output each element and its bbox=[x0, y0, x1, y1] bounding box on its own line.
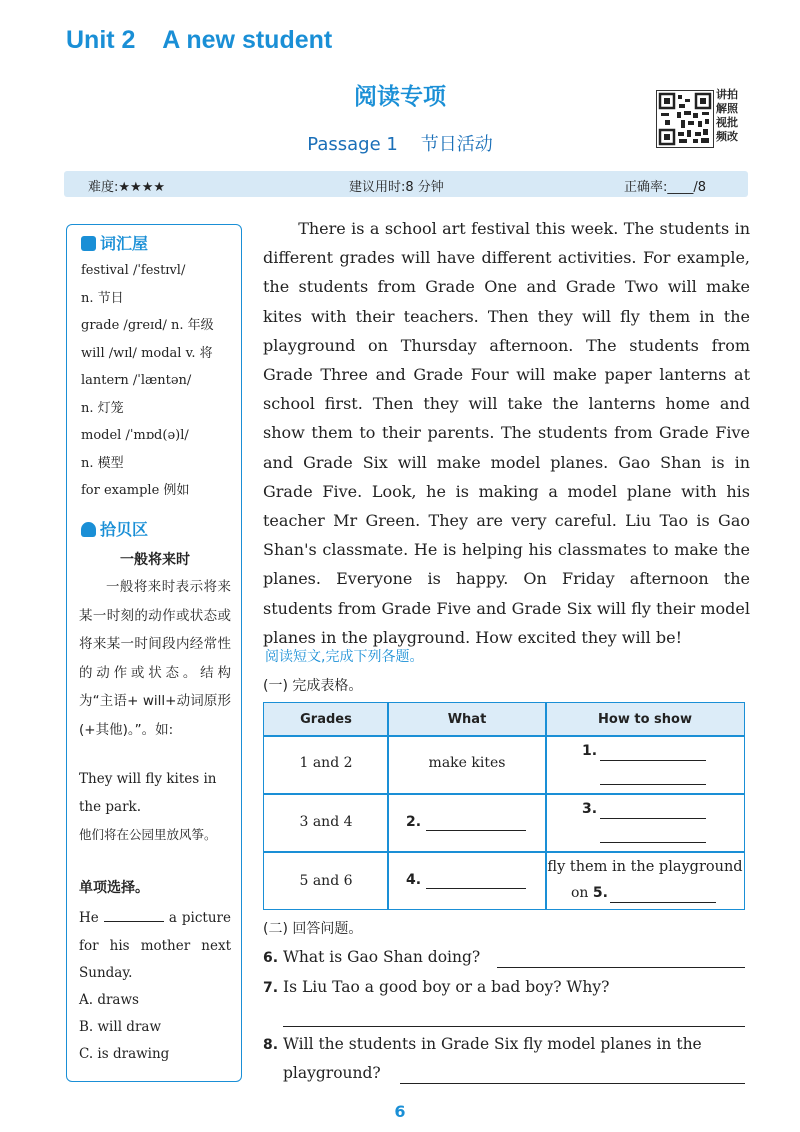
table-cell: on 5. bbox=[571, 885, 608, 901]
page-number: 6 bbox=[394, 1102, 406, 1121]
info-bar bbox=[64, 171, 748, 197]
answer-blank[interactable] bbox=[426, 887, 526, 889]
blank-number: 2. bbox=[406, 814, 422, 830]
passage bbox=[263, 214, 750, 652]
part2-instruction: (二) 回答问题。 bbox=[263, 921, 363, 937]
reading-instruction: 阅读短文,完成下列各题。 bbox=[265, 649, 424, 665]
answer-blank[interactable] bbox=[600, 783, 706, 785]
grammar-title: 一般将来时 bbox=[120, 552, 190, 568]
table-cell: fly them in the playground bbox=[547, 859, 743, 875]
vocab-line: lantern /ˈlæntən/ bbox=[81, 373, 192, 388]
shell-icon bbox=[81, 522, 96, 537]
answer-blank[interactable] bbox=[426, 829, 526, 831]
table-cell: 5 and 6 bbox=[299, 873, 353, 889]
vocab-line: festival /ˈfestɪvl/ bbox=[81, 263, 186, 278]
table-cell: 3 and 4 bbox=[299, 814, 353, 830]
accuracy-field: 正确率:____/8 bbox=[624, 180, 707, 195]
question-8-cont: playground? bbox=[283, 1064, 381, 1082]
answer-table bbox=[263, 702, 745, 910]
table-header: What bbox=[388, 703, 546, 736]
table-header: How to show bbox=[546, 703, 744, 736]
vocab-line: grade /greɪd/ n. 年级 bbox=[81, 318, 214, 333]
answer-line[interactable] bbox=[400, 1082, 745, 1084]
answer-line[interactable] bbox=[497, 966, 745, 968]
book-icon bbox=[81, 236, 96, 251]
question-8: 8. Will the students in Grade Six fly model planes in the bbox=[263, 1035, 702, 1053]
table-header: Grades bbox=[264, 703, 388, 736]
difficulty-rating: 难度:★★★★ bbox=[88, 180, 165, 195]
unit-title: Unit 2 A new student bbox=[66, 26, 333, 54]
quiz-option[interactable]: A. draws bbox=[79, 992, 139, 1008]
blank-number: 4. bbox=[406, 872, 422, 888]
answer-blank[interactable] bbox=[600, 759, 706, 761]
blank-number: 3. bbox=[582, 801, 598, 817]
vocab-line: will /wɪl/ modal v. 将 bbox=[81, 345, 213, 361]
table-cell: make kites bbox=[428, 755, 506, 771]
vocab-line: n. 灯笼 bbox=[81, 400, 124, 416]
example-translation: 他们将在公园里放风筝。 bbox=[79, 827, 217, 842]
answer-blank[interactable] bbox=[600, 817, 706, 819]
passage-title: Passage 1 节日活动 bbox=[307, 134, 493, 155]
blank-number: 1. bbox=[582, 743, 598, 759]
question-6: 6. What is Gao Shan doing? bbox=[263, 948, 481, 966]
quiz-option[interactable]: B. will draw bbox=[79, 1019, 162, 1035]
quiz-question: He a picture for his mother next Sunday. bbox=[79, 910, 231, 981]
question-7: 7. Is Liu Tao a good boy or a bad boy? Why? bbox=[263, 978, 610, 996]
answer-blank[interactable] bbox=[600, 841, 706, 843]
example-sentence: They will fly kites in the park. bbox=[79, 771, 217, 815]
passage-text: There is a school art festival this week. The students in different grades will have different activities. For example, the students from Grade One and Grade Two will make kites with their teachers. Then they will fly them in the playground on Thursday afternoon. The students from Grade Three and Grade Four will make paper lanterns at school first. Then they will take the lanterns home and show them to their parents. The students from Grade Five and Grade Six will make model planes. Gao Shan is in Grade Five. Look, he is making a model plane with his teacher Mr Green. They are very careful. Liu Tao is Gao Shan's classmate. He is helping his classmates to make the planes. Everyone is happy. On Friday afternoon the students from Grade Five and Grade Six will fly their model planes in the playground. How excited they will be! bbox=[263, 219, 750, 647]
table-cell: 1 and 2 bbox=[299, 755, 353, 771]
vocab-line: n. 模型 bbox=[81, 455, 124, 471]
vocab-line: n. 节日 bbox=[81, 290, 124, 306]
suggested-time: 建议用时:8 分钟 bbox=[349, 180, 444, 195]
quiz-heading: 单项选择。 bbox=[79, 880, 149, 896]
vocab-line: model /ˈmɒd(ə)l/ bbox=[81, 428, 189, 443]
quiz-option[interactable]: C. is drawing bbox=[79, 1046, 170, 1062]
section-title: 阅读专项 bbox=[354, 84, 446, 110]
answer-line[interactable] bbox=[283, 1025, 745, 1027]
sidebar bbox=[66, 224, 242, 1082]
vocab-line: for example 例如 bbox=[81, 483, 190, 498]
qr-code-icon[interactable] bbox=[656, 90, 714, 148]
vocab-heading: 词汇屋 bbox=[81, 231, 148, 254]
grammar-heading: 拾贝区 bbox=[81, 517, 148, 540]
quiz-blank[interactable] bbox=[104, 920, 164, 922]
vocab-list bbox=[81, 257, 237, 505]
grammar-body: 一般将来时表示将来某一时刻的动作或状态或将来某一时间段内经常性的动作或状态。结构为“主语+ will+动词原形(+其他)。”。如: bbox=[79, 579, 231, 738]
part1-instruction: (一) 完成表格。 bbox=[263, 678, 363, 694]
qr-caption: 讲拍 解照 视批 频改 bbox=[716, 88, 738, 143]
answer-blank[interactable] bbox=[610, 901, 716, 903]
